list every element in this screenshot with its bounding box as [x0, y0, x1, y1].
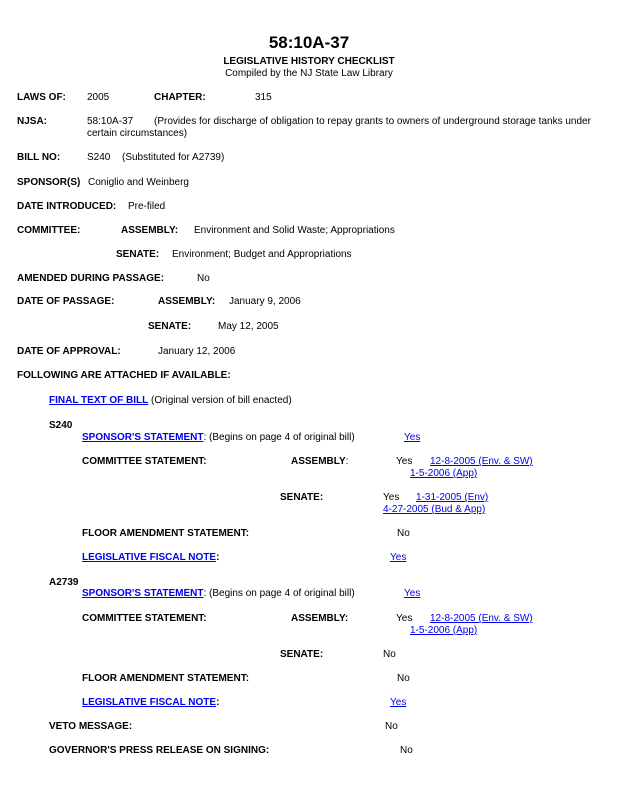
a2739-fiscal-colon: :	[216, 697, 220, 708]
a2739-senate-label: SENATE:	[280, 649, 324, 660]
sponsors-label: SPONSOR(S)	[17, 177, 81, 188]
press-release-value: No	[400, 745, 413, 756]
s240-label: S240	[49, 420, 73, 431]
a2739-fiscal-note-link[interactable]: LEGISLATIVE FISCAL NOTE	[82, 697, 217, 708]
laws-of-label: LAWS OF:	[17, 92, 66, 103]
final-text-note: (Original version of bill enacted)	[151, 395, 292, 406]
a2739-committee-statement-label: COMMITTEE STATEMENT:	[82, 613, 207, 624]
a2739-assembly-link-app[interactable]: 1-5-2006 (App)	[410, 625, 478, 636]
a2739-assembly-label: ASSEMBLY:	[291, 613, 349, 624]
committee-label: COMMITTEE:	[17, 225, 81, 236]
njsa-description-cont: certain circumstances)	[87, 128, 188, 139]
s240-senate-yes: Yes	[383, 492, 400, 503]
njsa-label: NJSA:	[17, 116, 48, 127]
a2739-label: A2739	[49, 577, 79, 588]
date-introduced-value: Pre-filed	[128, 201, 166, 212]
njsa-description: (Provides for discharge of obligation to repay grants to owners of underground storage tanks under	[154, 116, 591, 127]
passage-senate-value: May 12, 2005	[218, 321, 279, 332]
compiled-by: Compiled by the NJ State Law Library	[225, 68, 393, 79]
amended-value: No	[197, 273, 210, 284]
checklist-heading: LEGISLATIVE HISTORY CHECKLIST	[223, 56, 395, 67]
sponsors-value: Coniglio and Weinberg	[88, 177, 189, 188]
date-of-passage-label: DATE OF PASSAGE:	[17, 296, 115, 307]
s240-sponsor-row	[82, 432, 355, 443]
bill-no-label: BILL NO:	[17, 152, 61, 163]
s240-senate-label: SENATE:	[280, 492, 324, 503]
chapter-value: 315	[255, 92, 272, 103]
s240-sponsor-yes-link[interactable]: Yes	[404, 432, 421, 443]
date-of-approval-value: January 12, 2006	[158, 346, 236, 357]
a2739-floor-amendment-value: No	[397, 673, 410, 684]
final-text-link[interactable]: FINAL TEXT OF BILL	[49, 395, 149, 406]
s240-floor-amendment-value: No	[397, 528, 410, 539]
attached-heading: FOLLOWING ARE ATTACHED IF AVAILABLE:	[17, 370, 231, 381]
s240-assembly-yes: Yes	[396, 456, 413, 467]
page-title: 58:10A-37	[268, 33, 350, 52]
a2739-sponsor-row	[82, 588, 355, 599]
a2739-sponsor-statement-link[interactable]: SPONSOR'S STATEMENT	[82, 588, 204, 599]
s240-assembly-link-env[interactable]: 12-8-2005 (Env. & SW)	[430, 456, 533, 467]
veto-message-label: VETO MESSAGE:	[49, 721, 133, 732]
committee-senate-value: Environment; Budget and Appropriations	[172, 249, 352, 260]
bill-no-note: (Substituted for A2739)	[122, 152, 225, 163]
s240-assembly-label: ASSEMBLY	[291, 456, 346, 467]
s240-committee-statement-label: COMMITTEE STATEMENT:	[82, 456, 207, 467]
press-release-label: GOVERNOR'S PRESS RELEASE ON SIGNING:	[49, 745, 270, 756]
date-of-approval-label: DATE OF APPROVAL:	[17, 346, 121, 357]
a2739-assembly-yes: Yes	[396, 613, 413, 624]
s240-floor-amendment-label: FLOOR AMENDMENT STATEMENT:	[82, 528, 250, 539]
s240-sponsor-statement-link[interactable]: SPONSOR'S STATEMENT	[82, 432, 204, 443]
a2739-floor-amendment-label: FLOOR AMENDMENT STATEMENT:	[82, 673, 250, 684]
amended-label: AMENDED DURING PASSAGE:	[17, 273, 165, 284]
a2739-senate-value: No	[383, 649, 396, 660]
a2739-sponsor-note: : (Begins on page 4 of original bill)	[203, 588, 355, 599]
s240-fiscal-yes-link[interactable]: Yes	[390, 552, 407, 563]
a2739-fiscal-yes-link[interactable]: Yes	[390, 697, 407, 708]
passage-assembly-value: January 9, 2006	[229, 296, 301, 307]
s240-fiscal-note-link[interactable]: LEGISLATIVE FISCAL NOTE	[82, 552, 217, 563]
njsa-value: 58:10A-37	[87, 116, 134, 127]
committee-assembly-label: ASSEMBLY:	[121, 225, 179, 236]
s240-assembly-row	[291, 456, 348, 467]
passage-assembly-label: ASSEMBLY:	[158, 296, 216, 307]
laws-of-value: 2005	[87, 92, 110, 103]
bill-no-value: S240	[87, 152, 111, 163]
a2739-assembly-link-env[interactable]: 12-8-2005 (Env. & SW)	[430, 613, 533, 624]
s240-senate-link-env[interactable]: 1-31-2005 (Env)	[416, 492, 489, 503]
a2739-fiscal-row	[82, 697, 219, 708]
s240-sponsor-note: : (Begins on page 4 of original bill)	[203, 432, 355, 443]
final-text-row	[49, 395, 292, 406]
s240-senate-link-bud[interactable]: 4-27-2005 (Bud & App)	[383, 504, 486, 515]
passage-senate-label: SENATE:	[148, 321, 192, 332]
chapter-label: CHAPTER:	[154, 92, 206, 103]
s240-assembly-link-app[interactable]: 1-5-2006 (App)	[410, 468, 478, 479]
veto-message-value: No	[385, 721, 398, 732]
committee-senate-label: SENATE:	[116, 249, 160, 260]
committee-assembly-value: Environment and Solid Waste; Appropriations	[194, 225, 395, 236]
s240-fiscal-row	[82, 552, 219, 563]
s240-assembly-colon: :	[345, 456, 349, 467]
a2739-sponsor-yes-link[interactable]: Yes	[404, 588, 421, 599]
s240-fiscal-colon: :	[216, 552, 220, 563]
date-introduced-label: DATE INTRODUCED:	[17, 201, 117, 212]
